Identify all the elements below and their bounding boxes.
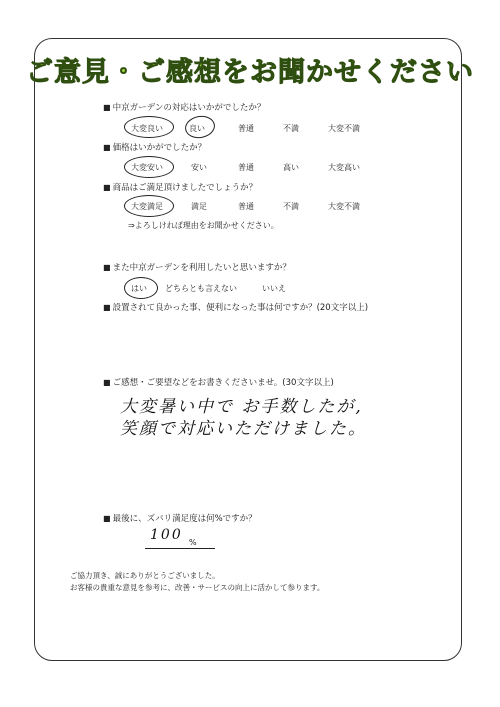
q4-option-neither[interactable]: どちらとも言えない [165,284,237,293]
q1-option-normal[interactable]: 普通 [238,124,254,133]
q4-option-no[interactable]: いいえ [262,284,286,293]
question-staff-response: ■ 中京ガーデンの対応はいかがでしたか？ [103,101,265,113]
q4-option-yes[interactable]: はい [131,284,147,293]
q3-option-satisfied[interactable]: 満足 [191,202,207,211]
q3-option-very-dissatisfied[interactable]: 大変不満 [328,202,360,211]
satisfaction-answer[interactable]: 100 [150,527,183,543]
q3-option-normal[interactable]: 普通 [238,202,254,211]
footer-improvement-note: お客様の貴重な意見を参考に、改善・サービスの向上に活かして参ります。 [70,583,325,592]
q3-option-very-satisfied[interactable]: 大変満足 [131,202,163,211]
question-benefits: ■ 設置されて良かった事、便利になった事は何ですか？(20文字以上) [103,301,368,313]
q2-option-very-cheap[interactable]: 大変安い [131,163,163,172]
footer-thanks: ご協力頂き、誠にありがとうございました。 [70,571,220,580]
question-price: ■ 価格はいかがでしたか？ [103,141,206,153]
question-reuse: ■ また中京ガーデンを利用したいと思いますか？ [103,261,291,273]
q2-option-expensive[interactable]: 高い [283,163,299,172]
q3-option-dissatisfied[interactable]: 不満 [283,202,299,211]
q2-option-cheap[interactable]: 安い [191,163,207,172]
q3-reason-prompt: ⇒よろしければ理由をお聞かせください。 [128,221,279,230]
satisfaction-answer-underline [145,548,215,549]
q1-option-very-dissatisfied[interactable]: 大変不満 [328,124,360,133]
question-comments: ■ ご感想・ご要望などをお書きくださいませ。(30文字以上) [103,376,334,388]
q1-option-very-good[interactable]: 大変良い [131,124,163,133]
question-satisfaction-percent: ■ 最後に、ズバリ満足度は何%ですか？ [103,512,257,524]
q1-option-good[interactable]: 良い [189,124,205,133]
percent-unit: % [189,538,197,547]
q2-option-very-expensive[interactable]: 大変高い [328,163,360,172]
survey-title: ご意見・ご感想をお聞かせください [26,57,474,88]
handwritten-comment-line-2: 笑顔で対応いただけました。 [120,419,367,439]
q1-option-dissatisfied[interactable]: 不満 [283,124,299,133]
q2-option-normal[interactable]: 普通 [238,163,254,172]
handwritten-comment-line-1: 大変暑い中で お手数したが, [120,397,363,417]
question-product-satisfaction: ■ 商品はご満足頂けましたでしょうか？ [103,181,257,193]
